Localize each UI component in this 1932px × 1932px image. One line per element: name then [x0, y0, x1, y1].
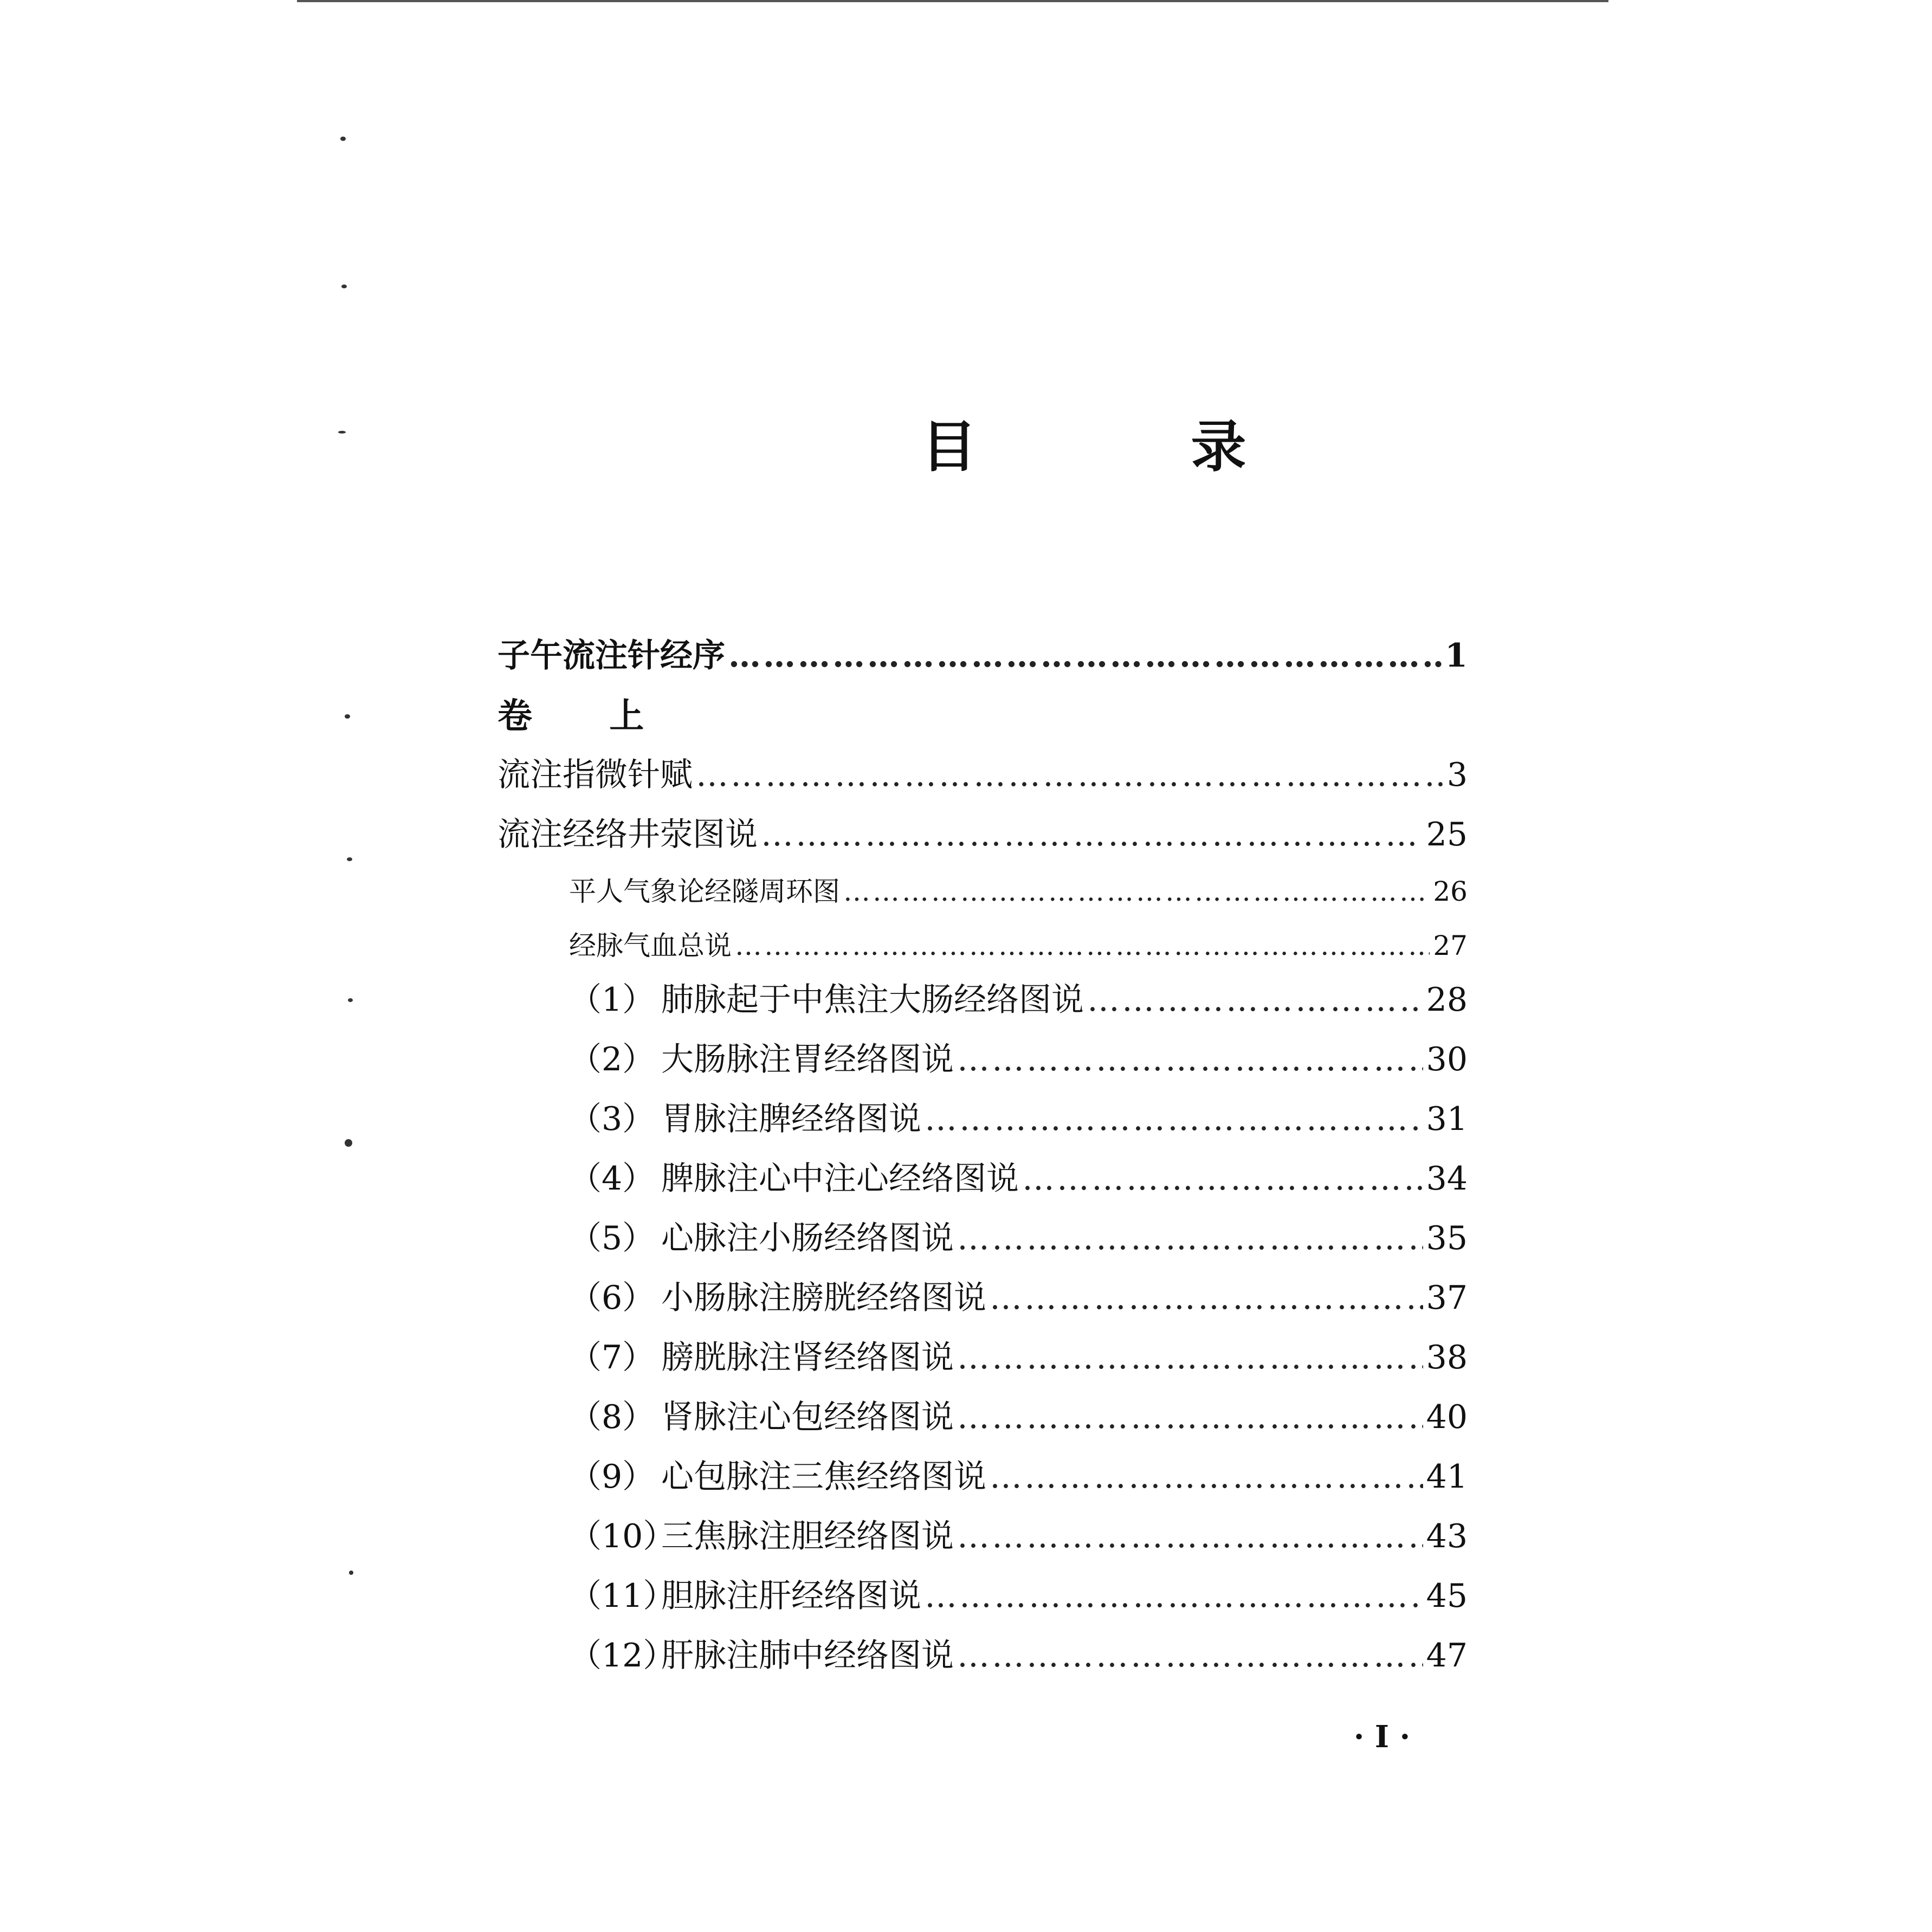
toc-entry[interactable]	[569, 1157, 1468, 1200]
toc-entry-number: （5）	[569, 1219, 655, 1257]
toc-entry-page: 47	[1426, 1637, 1468, 1675]
toc-entry-number: （2）	[569, 1041, 655, 1078]
toc-entry[interactable]	[569, 1515, 1468, 1558]
toc-entry-number: （9）	[569, 1458, 655, 1496]
toc-entry-page: 34	[1426, 1160, 1468, 1198]
toc-entry-title: 肺脉起于中焦注大肠经络图说	[661, 981, 1084, 1019]
toc-entry-page: 40	[1426, 1398, 1468, 1436]
toc-entry-title: 流注指微针赋	[497, 756, 693, 794]
toc-entry-title: 胃脉注脾经络图说	[661, 1100, 921, 1138]
volume-heading: 卷 上	[497, 696, 677, 736]
page-title: 目 录	[921, 415, 1344, 480]
toc-entry[interactable]	[569, 1038, 1468, 1081]
toc-entry-page: 35	[1426, 1219, 1468, 1257]
dot-leader	[957, 1038, 1423, 1081]
toc-entry-title: 脾脉注心中注心经络图说	[661, 1160, 1019, 1198]
page-number: · I ·	[1353, 1719, 1411, 1755]
toc-entry[interactable]	[569, 1276, 1468, 1320]
toc-entry-number: （1）	[569, 981, 655, 1019]
toc-entry-number: （8）	[569, 1398, 655, 1436]
toc-entry-title: 小肠脉注膀胱经络图说	[661, 1279, 986, 1317]
toc-entry-page: 25	[1426, 816, 1468, 854]
toc-entry[interactable]	[497, 634, 1468, 677]
toc-entry-title: 心包脉注三焦经络图说	[661, 1458, 986, 1496]
toc-entry[interactable]	[569, 1097, 1468, 1141]
dot-leader	[843, 873, 1430, 910]
toc-entry-page: 43	[1426, 1517, 1468, 1555]
dot-leader	[761, 813, 1423, 856]
dot-leader	[925, 1097, 1423, 1141]
toc-entry-title: 平人气象论经隧周环图	[569, 876, 840, 907]
toc-entry-title: 大肠脉注胃经络图说	[661, 1041, 954, 1078]
toc-entry-title: 胆脉注肝经络图说	[661, 1577, 921, 1615]
toc-entry[interactable]	[569, 1574, 1468, 1618]
toc-entry[interactable]	[569, 1336, 1468, 1379]
toc-entry-number: （3）	[569, 1100, 655, 1138]
dot-leader	[1022, 1157, 1423, 1200]
toc-entry-number: （11）	[569, 1577, 676, 1615]
dot-leader	[728, 634, 1442, 677]
toc-entry-title: 三焦脉注胆经络图说	[661, 1517, 954, 1555]
toc-entry[interactable]	[569, 1217, 1468, 1260]
toc-entry-page: 31	[1426, 1100, 1468, 1138]
toc-entry-number: （6）	[569, 1279, 655, 1317]
toc-entry[interactable]	[569, 1634, 1468, 1677]
dot-leader	[990, 1276, 1423, 1320]
toc-entry[interactable]	[569, 873, 1468, 910]
toc-entry[interactable]	[569, 1455, 1468, 1498]
toc-entry-page: 1	[1445, 637, 1468, 675]
dot-leader	[696, 753, 1444, 797]
toc-entry-page: 37	[1426, 1279, 1468, 1317]
toc-entry[interactable]	[569, 927, 1468, 965]
toc-entry-number: （4）	[569, 1160, 655, 1198]
toc-entry-page: 38	[1426, 1339, 1468, 1377]
dot-leader	[1087, 978, 1423, 1022]
toc-entry-title: 心脉注小肠经络图说	[661, 1219, 954, 1257]
toc-entry-title: 肝脉注肺中经络图说	[661, 1637, 954, 1675]
toc-entry-page: 41	[1426, 1458, 1468, 1496]
dot-leader	[957, 1515, 1423, 1558]
dot-leader	[925, 1574, 1423, 1618]
dot-leader	[957, 1395, 1423, 1439]
toc-entry-title: 子午流注针经序	[497, 637, 725, 675]
toc-entry-title: 流注经络井荥图说	[497, 816, 758, 854]
dot-leader	[735, 927, 1430, 965]
toc-entry-title: 肾脉注心包经络图说	[661, 1398, 954, 1436]
toc-entry[interactable]	[569, 978, 1468, 1022]
toc-entry-page: 27	[1433, 930, 1468, 961]
dot-leader	[990, 1455, 1423, 1498]
toc-entry-title: 膀胱脉注肾经络图说	[661, 1339, 954, 1377]
dot-leader	[957, 1336, 1423, 1379]
dot-leader	[957, 1634, 1423, 1677]
toc-entry-page: 26	[1433, 876, 1468, 907]
dot-leader	[957, 1217, 1423, 1260]
toc-entry-title: 经脉气血总说	[569, 930, 732, 961]
toc-entry-number: （10）	[569, 1517, 676, 1555]
toc-entry[interactable]	[569, 1395, 1468, 1439]
toc-entry-page: 3	[1446, 756, 1468, 794]
toc-entry-number: （7）	[569, 1339, 655, 1377]
toc-entry-page: 30	[1426, 1041, 1468, 1078]
toc-entry[interactable]	[497, 753, 1468, 797]
toc-entry-page: 28	[1426, 981, 1468, 1019]
toc-entry-page: 45	[1426, 1577, 1468, 1615]
toc-entry[interactable]	[497, 813, 1468, 856]
toc-entry-number: （12）	[569, 1637, 676, 1675]
